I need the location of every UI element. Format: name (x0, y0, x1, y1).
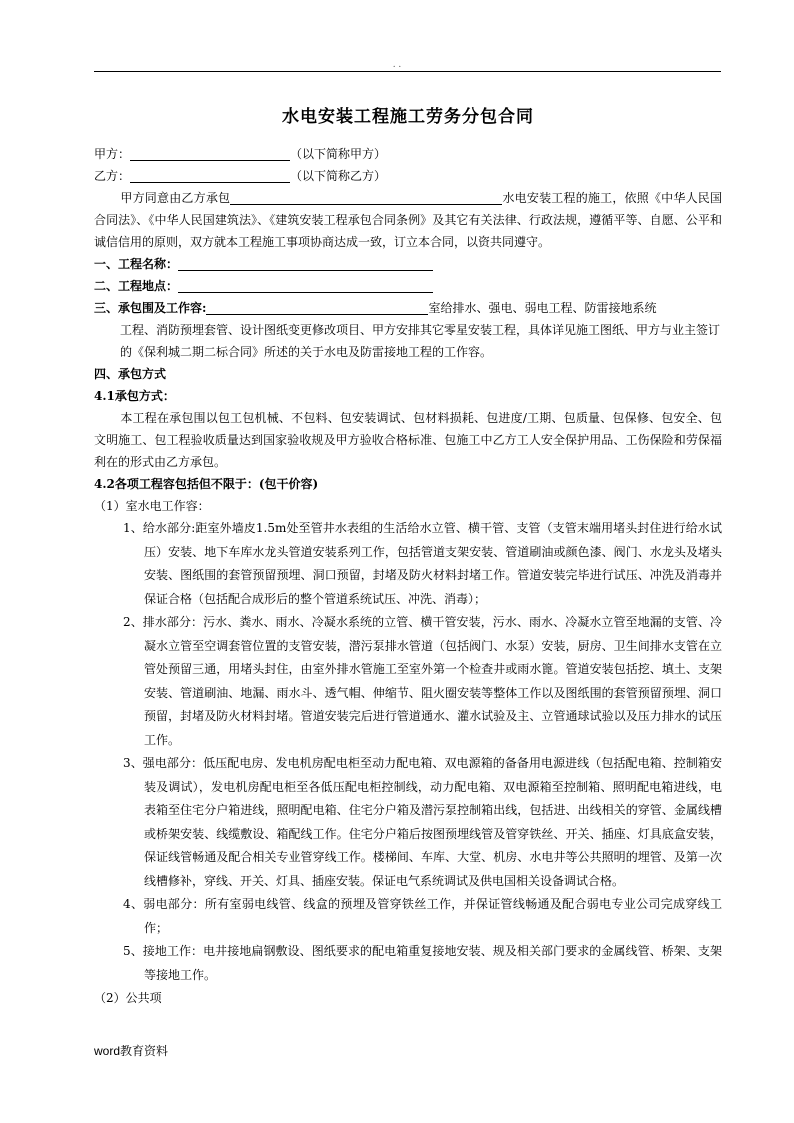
section-3-blank (206, 300, 428, 315)
list-item: 2、排水部分：污水、粪水、雨水、冷凝水系统的立管、横干管安装，污水、雨水、冷凝水立管至地漏的支管、冷凝水立管至空调套管位置的支管安装，潜污泵排水管道（包括阀门、水泵）安装，厨房、卫生间排水支管在立管处预留三通，用堵头封住，由室外排水管施工至室外第一个检查井或雨水篦。管道安装包括挖、填土、支架安装、管道刷油、地漏、雨水斗、透气帽、伸缩节、阻火圈安装等整体工作以及图纸围的套管预留预埋、洞口预留，封堵及防火材料封堵。管道安装完后进行管道通水、灌水试验及主、立管通球试验以及压力排水的试压工作。 (123, 615, 722, 747)
party-a-label: 甲方： (94, 147, 131, 161)
list-item: 3、强电部分：低压配电房、发电机房配电柜至动力配电箱、双电源箱的备备用电源进线（包括配电箱、控制箱安装及调试），发电机房配电柜至各低压配电柜控制线，动力配电箱、双电源箱至控制箱、照明配电箱进线，电表箱至住宅分户箱进线，照明配电箱、住宅分户箱及潜污泵控制箱出线，包括进、出线相关的穿管、金属线槽或桥架安装、线缆敷设、箱配线工作。住宅分户箱后按图预埋线管及管穿铁丝、开关、插座、灯具底盒安装，保证线管畅通及配合相关专业管穿线工作。楼梯间、车库、大堂、机房、水电井等公共照明的埋管、及第一次线槽修补，穿线、开关、灯具、插座安装。保证电气系统调试及供电国相关设备调试合格。 (123, 756, 722, 888)
party-b-line (94, 165, 722, 187)
party-b-note: （以下简称乙方） (290, 169, 387, 183)
section-2-blank (178, 278, 433, 293)
section-4-1-text: 本工程在承包围以包工包机械、不包料、包安装调试、包材料损耗、包进度/工期、包质量、包保修、包安全、包文明施工、包工程验收质量达到国家验收规及甲方验收合格标准、包施工中乙方工人安全保护用品、工伤保险和劳保福利在的形式由乙方承包。 (94, 411, 722, 469)
party-a-blank (130, 146, 290, 161)
contract-body (94, 102, 722, 1009)
section-1 (94, 253, 722, 275)
intro-suffix: 水电安装工程的施工，依照《中华人民国合同法》、《中华人民国建筑法》、《建筑安装工程承包合同条例》及其它有关法律、行政法规，遵循平等、自愿、公平和诚信信用的原则，双方就本工程施工事项协商达成一致，订立本合同，以资共同遵守。 (94, 191, 722, 249)
party-a-line (94, 143, 722, 165)
party-a-note: （以下简称甲方） (290, 147, 387, 161)
list-item: 4、弱电部分：所有室弱电线管、线盒的预埋及管穿铁丝工作，并保证管线畅通及配合弱电专业公司完成穿线工作； (123, 897, 722, 935)
page-title: 水电安装工程施工劳务分包合同 (282, 107, 534, 127)
section-1-label: 一、工程名称： (94, 257, 179, 271)
part-1-label: （1）室水电工作容： (94, 499, 210, 513)
section-2-label: 二、工程地点： (94, 279, 179, 293)
project-name-blank (230, 190, 502, 205)
intro-prefix: 甲方同意由乙方承包 (120, 191, 231, 205)
section-2 (94, 275, 722, 297)
section-3-first: 室给排水、强电、弱电工程、防雷接地系统 (428, 301, 657, 315)
section-4-2-label: 4.2各项工程容包括但不限于：(包干价容) (94, 477, 319, 491)
section-4-1-label: 4.1承包方式： (94, 389, 175, 403)
section-3 (94, 297, 722, 363)
party-b-label: 乙方： (94, 169, 131, 183)
header-rule (94, 71, 721, 72)
section-4-label: 四、承包方式 (94, 367, 167, 381)
footer-note: word教育资料 (94, 1044, 169, 1058)
intro-paragraph (94, 187, 722, 253)
list-item: 5、接地工作：电井接地扁钢敷设、图纸要求的配电箱重复接地安装、规及相关部门要求的金属线管、桥架、支架等接地工作。 (123, 944, 722, 982)
section-3-label: 三、承包围及工作容: (94, 301, 207, 315)
header-dots: . . (392, 60, 402, 70)
part-2-label: （2）公共项 (94, 991, 162, 1005)
section-3-rest: 工程、消防预埋套管、设计图纸变更修改项目、甲方安排其它零星安装工程，具体详见施工图纸、甲方与业主签订的《保利城二期二标合同》所述的关于水电及防雷接地工程的工作容。 (120, 323, 721, 359)
list-item: 1、给水部分:距室外墙皮1.5m处至管井水表组的生活给水立管、横干管、支管（支管末端用堵头封住进行给水试压）安装、地下车库水龙头管道安装系列工作，包括管道支架安装、管道刷油或颜色漆、阀门、水龙头及堵头安装、图纸围的套管预留预埋、洞口预留，封堵及防火材料封堵工作。管道安装完毕进行试压、冲洗及消毒并保证合格（包括配合成形后的整个管道系统试压、冲洗、消毒）； (123, 521, 722, 606)
section-1-blank (178, 256, 433, 271)
party-b-blank (130, 168, 290, 183)
